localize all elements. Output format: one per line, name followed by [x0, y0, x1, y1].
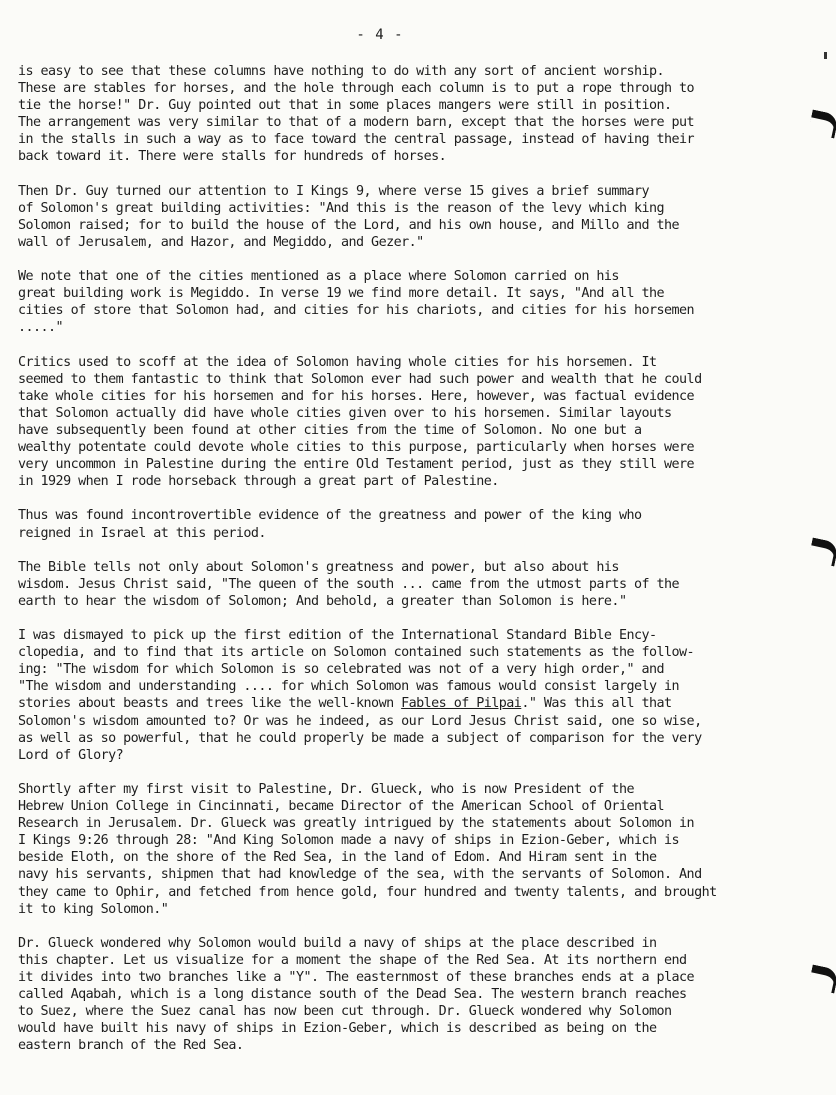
paragraph-3: We note that one of the cities mentioned as a place where Solomon carried on his great building work is Megiddo. In verse 19 we find more detail. It says, "And all the cities of store that Solomon had, and cities for his chariots, and cities for his horsemen ....."	[18, 269, 695, 336]
paragraph-4: Critics used to scoff at the idea of Solomon having whole cities for his horsemen. It seemed to them fantastic to think that Solomon ever had such power and wealth that he could take whole cities for his horsemen and for his horses. Here, however, was factual evidence that Solomon actually did have whole cities given over to his horsemen. Similar layouts have subsequently been found at other cities from the time of Solomon. No one but a wealthy potentate could devote whole cities to this purpose, particularly when horses were very uncommon in Palestine during the entire Old Testament period, just as they still were in 1929 when I rode horseback through a great part of Palestine.	[18, 354, 702, 490]
fables-of-pilpai-title: Fables of Pilpai	[401, 696, 522, 712]
paragraph-2: Then Dr. Guy turned our attention to I Kings 9, where verse 15 gives a brief summary of Solomon's great building activities: "And this is the reason of the levy which king Solomon raised; for to build the house of the Lord, and his own house, and Millo and the wall of Jerusalem, and Hazor, and Megiddo, and Gezer."	[18, 183, 680, 250]
margin-mark	[824, 52, 827, 59]
binder-hole-mark-3	[808, 964, 836, 993]
paragraph-7-text-before: I was dismayed to pick up the first edition of the International Standard Bible Ency- clopedia, and to find that its article on Solomon contained such statements as the follow- ing: "The wisdom for which Solomon is so celebrated was not of a very high order," and "The wisdom and understanding .... for which Solomon was famous would consist largely in stories about beasts and trees like the well-known	[18, 628, 695, 712]
body-text	[18, 63, 778, 1072]
paragraph-6: The Bible tells not only about Solomon's greatness and power, but also about his wisdom. Jesus Christ said, "The queen of the south ... came from the utmost parts of the earth to hear the wisdom of Solomon; And behold, a greater than Solomon is here."	[18, 559, 680, 609]
binder-hole-mark-2	[808, 537, 836, 566]
paragraph-1: is easy to see that these columns have nothing to do with any sort of ancient worship. These are stables for horses, and the hole through each column is to put a rope through to tie the horse!" Dr. Guy pointed out that in some places mangers were still in position. The arrangement was very similar to that of a modern barn, except that the horses were put in the stalls in such a way as to face toward the central passage, instead of having their back toward it. There were stalls for hundreds of horses.	[18, 64, 695, 165]
paragraph-7-text-after: ." Was this all that Solomon's wisdom amounted to? Or was he indeed, as our Lord Jesus Christ said, one so wise, as well as so powerful, that he could properly be made a subject of comparison for the very Lord of Glory?	[18, 696, 702, 763]
binder-hole-mark-1	[808, 109, 836, 138]
paragraph-9: Dr. Glueck wondered why Solomon would build a navy of ships at the place described in this chapter. Let us visualize for a moment the shape of the Red Sea. At its northern end it divides into two branches like a "Y". The easternmost of these branches ends at a place called Aqabah, which is a long distance south of the Dead Sea. The western branch reaches to Suez, where the Suez canal has now been cut through. Dr. Glueck wondered why Solomon would have built his navy of ships in Ezion-Geber, which is described as being on the eastern branch of the Red Sea.	[18, 935, 695, 1054]
paragraph-7	[18, 627, 778, 764]
paragraph-5: Thus was found incontrovertible evidence of the greatness and power of the king who reigned in Israel at this period.	[18, 508, 642, 541]
page-number: - 4 -	[356, 27, 404, 43]
paragraph-8: Shortly after my first visit to Palestine, Dr. Glueck, who is now President of the Hebrew Union College in Cincinnati, became Director of the American School of Oriental Research in Jerusalem. Dr. Glueck was greatly intrigued by the statements about Solomon in I Kings 9:26 through 28: "And King Solomon made a navy of ships in Ezion-Geber, which is beside Eloth, on the shore of the Red Sea, in the land of Edom. And Hiram sent in the navy his servants, shipmen that had knowledge of the sea, with the servants of Solomon. And they came to Ophir, and fetched from hence gold, four hundred and twenty talents, and brought it to king Solomon."	[18, 781, 717, 917]
